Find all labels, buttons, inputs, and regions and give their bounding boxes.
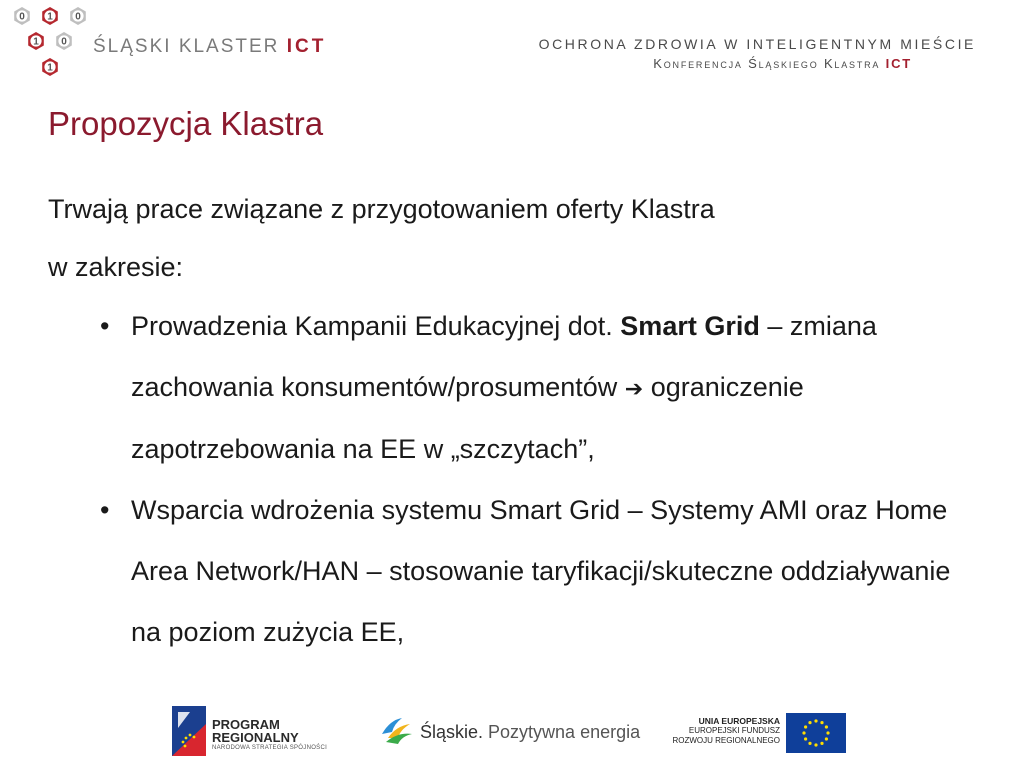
hex-cell [42,7,58,25]
conference-subtitle-main: Konferencja Śląskiego Klastra [653,56,881,71]
bullet-item [100,480,980,663]
hex-cell [56,32,72,50]
program-regionalny-title [212,718,299,744]
cluster-name [93,36,326,58]
hex-digit: 0 [19,11,25,23]
hex-cell [14,7,30,25]
bullet-text: Prowadzenia Kampanii Edukacyjnej dot. [131,311,621,341]
eu-line: EUROPEJSKI FUNDUSZ [688,726,780,735]
cluster-name-main: ŚLĄSKI KLASTER [93,36,280,57]
hex-cell [28,32,44,50]
bullet-marker: • [100,495,110,525]
slaskie-logo-text [420,722,640,743]
cluster-name-accent: ICT [286,36,327,57]
intro-line: Trwają prace związane z przygotowaniem oferty Klastra [48,194,715,224]
conference-title: OCHRONA ZDROWIA W INTELIGENTNYM MIEŚCIE [538,36,976,52]
slaski-klaster-logo-icon [12,6,92,90]
eu-line: UNIA EUROPEJSKA [698,716,780,726]
eu-fund-text [650,716,780,746]
bullet-text: ograniczenie zapotrzebowania na EE w „szczytach”, [131,372,804,464]
hex-digit: 0 [75,11,81,23]
program-line: PROGRAM [212,717,280,732]
program-regionalny-logo-icon [172,706,206,756]
program-line: REGIONALNY [212,730,299,745]
arrow-right-icon: ➔ [624,376,644,401]
hex-cell [70,7,86,25]
hex-digit: 1 [47,62,53,74]
intro-line: w zakresie: [48,252,184,282]
conference-subtitle-accent: ICT [885,56,912,71]
footer-logos [0,698,1024,768]
bullet-text: Wsparcia wdrożenia systemu Smart Grid – Systemy AMI oraz Home Area Network/HAN – stosowanie taryfikacji/skuteczne oddziaływanie na poziom zużycia EE, [131,495,951,647]
eu-flag-icon [786,713,846,753]
bullet-bold-term: Smart Grid [620,311,760,341]
program-subtitle: NARODOWA STRATEGIA SPÓJNOŚCI [212,745,328,751]
bullet-list [100,296,980,663]
intro-paragraph [48,180,948,296]
bullet-text: – zmiana zachowania konsumentów/prosumentów [131,311,877,402]
bullet-item [100,296,980,480]
hex-cell [42,58,58,76]
hex-digit: 1 [47,11,53,23]
slaskie-brand: Śląskie. [420,722,484,742]
bullet-marker: • [100,311,110,341]
slaskie-tagline: Pozytywna energia [483,722,641,742]
conference-subtitle [653,56,912,71]
slaskie-bird-icon [380,714,414,746]
slide-title: Propozycja Klastra [48,105,324,142]
hex-digit: 1 [33,36,39,48]
hex-digit: 0 [61,36,67,48]
eu-line: ROZWOJU REGIONALNEGO [672,736,780,745]
